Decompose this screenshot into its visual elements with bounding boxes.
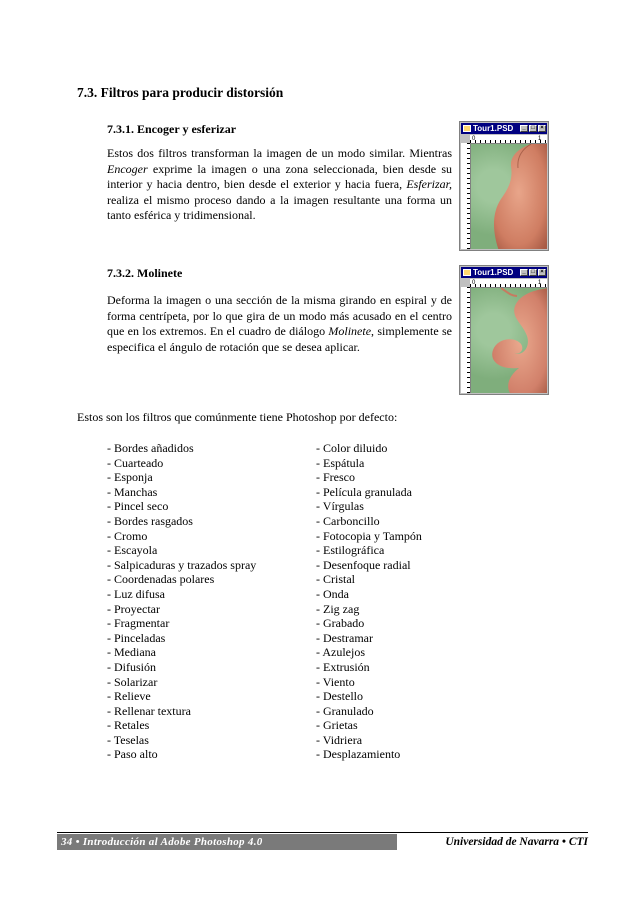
filter-item: - Granulado bbox=[316, 703, 374, 718]
filter-item: - Esponja bbox=[107, 470, 153, 485]
filter-item: - Zig zag bbox=[316, 601, 360, 616]
filter-item: - Proyectar bbox=[107, 601, 160, 616]
filters-intro: Estos son los filtros que comúnmente tiene Photoshop por defecto: bbox=[77, 410, 398, 424]
filter-item: - Extrusión bbox=[316, 659, 370, 674]
filter-item: - Vírgulas bbox=[316, 499, 364, 514]
twirled-vase-image bbox=[471, 288, 547, 393]
filter-item: - Luz difusa bbox=[107, 586, 165, 601]
paragraph-text: realiza el mismo proceso dando a la imagen resultante una forma un tanto esférica y tridimensional. bbox=[107, 192, 452, 223]
footer-institution: Universidad de Navarra • CTI bbox=[445, 836, 588, 848]
filter-item: - Teselas bbox=[107, 732, 149, 747]
thumbnail-titlebar bbox=[461, 123, 547, 134]
horizontal-ruler bbox=[470, 279, 547, 288]
filter-item: - Rellenar textura bbox=[107, 703, 191, 718]
filter-item: - Fresco bbox=[316, 470, 355, 485]
filter-item: - Difusión bbox=[107, 659, 156, 674]
thumbnail-molinete bbox=[459, 265, 549, 395]
minimize-icon[interactable]: _ bbox=[520, 125, 528, 132]
filter-item: - Pincel seco bbox=[107, 499, 169, 514]
filter-item: - Relieve bbox=[107, 689, 151, 704]
filters-list-right bbox=[316, 441, 422, 762]
paragraph-encoger bbox=[107, 146, 452, 224]
filter-item: - Desenfoque radial bbox=[316, 557, 411, 572]
thumbnail-title: Tour1.PSD bbox=[473, 268, 514, 277]
distorted-vase-image bbox=[471, 144, 547, 249]
filter-item: - Fotocopia y Tampón bbox=[316, 528, 422, 543]
footer-divider bbox=[57, 832, 588, 833]
filter-item: - Solarizar bbox=[107, 674, 158, 689]
filter-item: - Retales bbox=[107, 718, 150, 733]
filter-item: - Onda bbox=[316, 586, 349, 601]
thumbnail-titlebar bbox=[461, 267, 547, 278]
thumbnail-encoger bbox=[459, 121, 549, 251]
filter-item: - Cristal bbox=[316, 572, 355, 587]
minimize-icon[interactable]: _ bbox=[520, 269, 528, 276]
document-icon bbox=[463, 125, 471, 132]
close-icon[interactable]: × bbox=[538, 125, 546, 132]
filter-item: - Mediana bbox=[107, 645, 156, 660]
filter-item: - Película granulada bbox=[316, 484, 412, 499]
vertical-ruler bbox=[461, 143, 471, 249]
emphasis-molinete: Molinete bbox=[328, 324, 372, 339]
filter-item: - Grietas bbox=[316, 718, 358, 733]
filter-item: - Viento bbox=[316, 674, 355, 689]
section-title: 7.3. Filtros para producir distorsión bbox=[77, 85, 284, 100]
filter-item: - Estilográfica bbox=[316, 543, 385, 558]
filter-item: - Bordes rasgados bbox=[107, 513, 193, 528]
filter-item: - Grabado bbox=[316, 616, 365, 631]
thumbnail-title: Tour1.PSD bbox=[473, 124, 514, 133]
subsection-title-molinete: 7.3.2. Molinete bbox=[107, 266, 183, 280]
ruler-label: 0 bbox=[472, 136, 476, 142]
filter-item: - Paso alto bbox=[107, 747, 158, 762]
subsection-title-encoger: 7.3.1. Encoger y esferizar bbox=[107, 122, 237, 136]
filter-item: - Pinceladas bbox=[107, 630, 166, 645]
document-icon bbox=[463, 269, 471, 276]
filter-item: - Color diluido bbox=[316, 441, 388, 455]
ruler-label: 1 bbox=[538, 280, 542, 286]
filter-item: - Desplazamiento bbox=[316, 747, 401, 762]
filter-item: - Cromo bbox=[107, 528, 148, 543]
footer-page-info: 34 • Introducción al Adobe Photoshop 4.0 bbox=[57, 834, 397, 850]
filter-item: - Escayola bbox=[107, 543, 158, 558]
paragraph-text: Estos dos filtros transforman la imagen de un modo similar. Mientras bbox=[107, 146, 452, 160]
paragraph-text: Deforma la imagen o una sección de la misma girando en espiral y de forma centrípeta, por lo que gira de un modo más acusado en el centro que en los extremos. En el cuadro de diálogo bbox=[107, 293, 452, 339]
filter-item: - Bordes añadidos bbox=[107, 441, 194, 455]
paragraph-text: exprime la imagen o una zona seleccionada, bien desde su interior y hacia dentro, bien desde el exterior y hacia fuera, bbox=[107, 161, 452, 192]
filter-item: - Azulejos bbox=[316, 645, 365, 660]
filter-item: - Manchas bbox=[107, 484, 158, 499]
ruler-label: 0 bbox=[472, 280, 476, 286]
filter-item: - Vidriera bbox=[316, 732, 363, 747]
filters-list-left bbox=[107, 441, 256, 762]
paragraph-text: , simplemente se especifica el ángulo de rotación que se desea aplicar. bbox=[107, 324, 452, 354]
close-icon[interactable]: × bbox=[538, 269, 546, 276]
filter-item: - Cuarteado bbox=[107, 455, 164, 470]
filter-item: - Coordenadas polares bbox=[107, 572, 215, 587]
ruler-label: 1 bbox=[538, 136, 542, 142]
filter-item: - Fragmentar bbox=[107, 616, 170, 631]
filter-item: - Destello bbox=[316, 689, 363, 704]
paragraph-molinete bbox=[107, 293, 452, 355]
filter-item: - Destramar bbox=[316, 630, 373, 645]
emphasis-esferizar: Esferizar, bbox=[406, 177, 452, 192]
vertical-ruler bbox=[461, 287, 471, 393]
horizontal-ruler bbox=[470, 135, 547, 144]
filter-item: - Espátula bbox=[316, 455, 365, 470]
emphasis-encoger: Encoger bbox=[107, 161, 148, 176]
maximize-icon[interactable]: □ bbox=[529, 125, 537, 132]
maximize-icon[interactable]: □ bbox=[529, 269, 537, 276]
filter-item: - Salpicaduras y trazados spray bbox=[107, 557, 257, 572]
filter-item: - Carboncillo bbox=[316, 513, 380, 528]
